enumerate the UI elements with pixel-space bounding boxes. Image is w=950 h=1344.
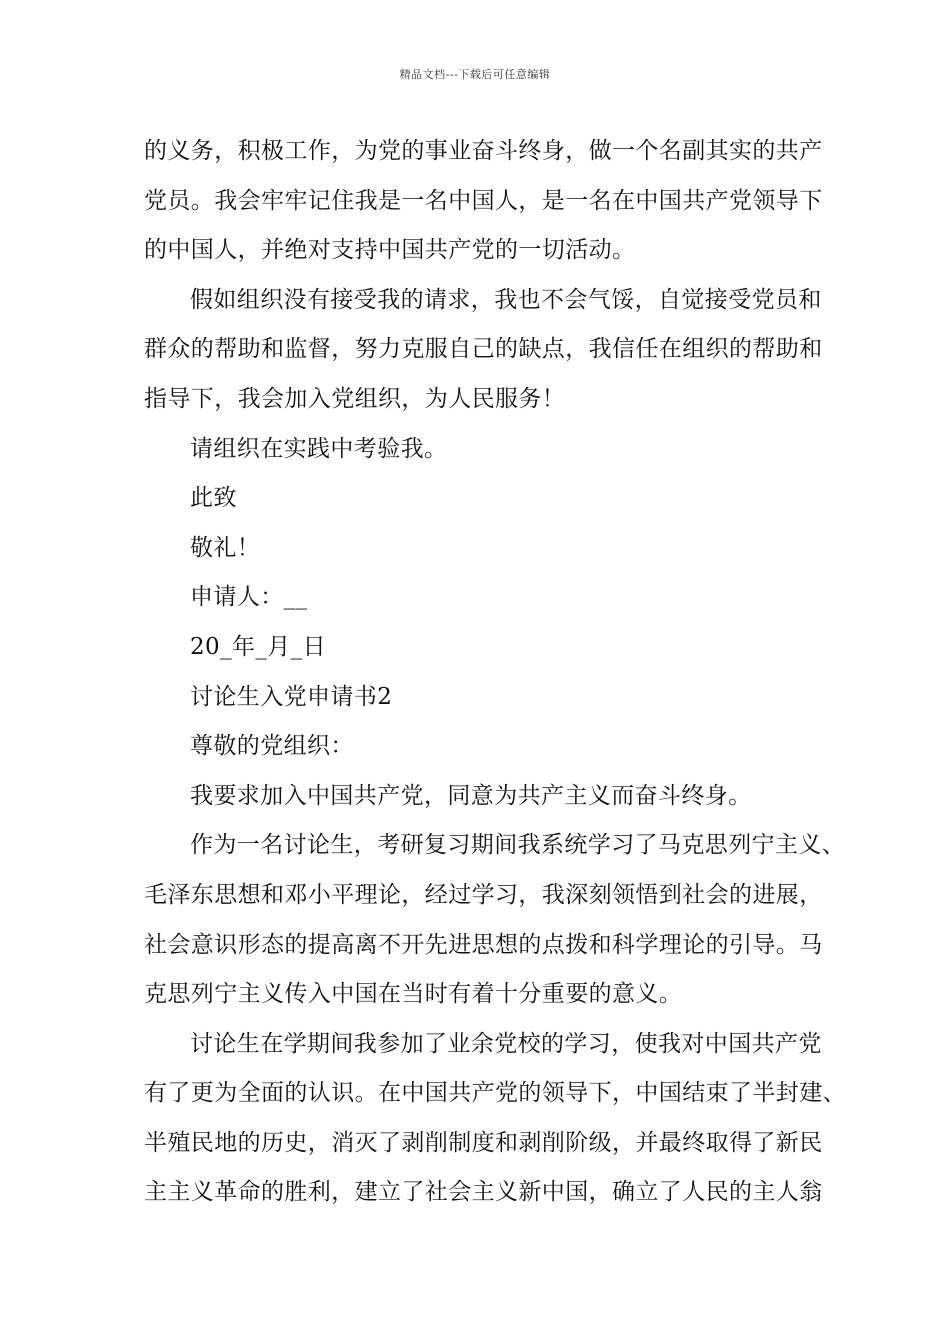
text-line: 克思列宁主义传入中国在当时有着十分重要的意义。 <box>144 981 683 1008</box>
text-line: 毛泽东思想和邓小平理论，经过学习，我深刻领悟到社会的进展， <box>144 881 823 908</box>
text-line: 假如组织没有接受我的请求，我也不会气馁，自觉接受党员和 <box>190 286 822 313</box>
text-line: 社会意识形态的提高离不开先进思想的点拨和科学理论的引导。马 <box>144 931 823 958</box>
text-line: 主主义革命的胜利，建立了社会主义新中国，确立了人民的主人翁 <box>144 1179 823 1206</box>
text-line: 20_年_月_日 <box>190 633 326 660</box>
text-line: 尊敬的党组织： <box>190 733 354 760</box>
text-line: 的义务，积极工作，为党的事业奋斗终身，做一个名副其实的共产 <box>144 138 823 164</box>
page-header: 精品文档---下载后可任意编辑 <box>399 68 551 81</box>
text-line: 指导下，我会加入党组织，为人民服务！ <box>144 385 566 412</box>
text-line: 此致 <box>190 485 237 512</box>
text-line: 请组织在实践中考验我。 <box>190 435 448 462</box>
text-line: 申请人：__ <box>190 584 308 611</box>
text-line: 党员。我会牢牢记住我是一名中国人，是一名在中国共产党领导下 <box>144 187 823 214</box>
text-line: 作为一名讨论生，考研复习期间我系统学习了马克思列宁主义、 <box>190 832 846 859</box>
text-line: 半殖民地的历史，消灭了剥削制度和剥削阶级，并最终取得了新民 <box>144 1129 823 1156</box>
text-line: 群众的帮助和监督，努力克服自己的缺点，我信任在组织的帮助和 <box>144 336 823 363</box>
text-line: 有了更为全面的认识。在中国共产党的领导下，中国结束了半封建、 <box>144 1080 846 1107</box>
text-line: 我要求加入中国共产党，同意为共产主义而奋斗终身。 <box>190 782 752 809</box>
text-line: 讨论生入党申请书2 <box>190 683 393 710</box>
text-line: 的中国人，并绝对支持中国共产党的一切活动。 <box>144 237 636 264</box>
text-line: 敬礼！ <box>190 534 261 561</box>
document-body <box>144 127 846 1218</box>
text-line: 讨论生在学期间我参加了业余党校的学习，使我对中国共产党 <box>190 1030 822 1057</box>
